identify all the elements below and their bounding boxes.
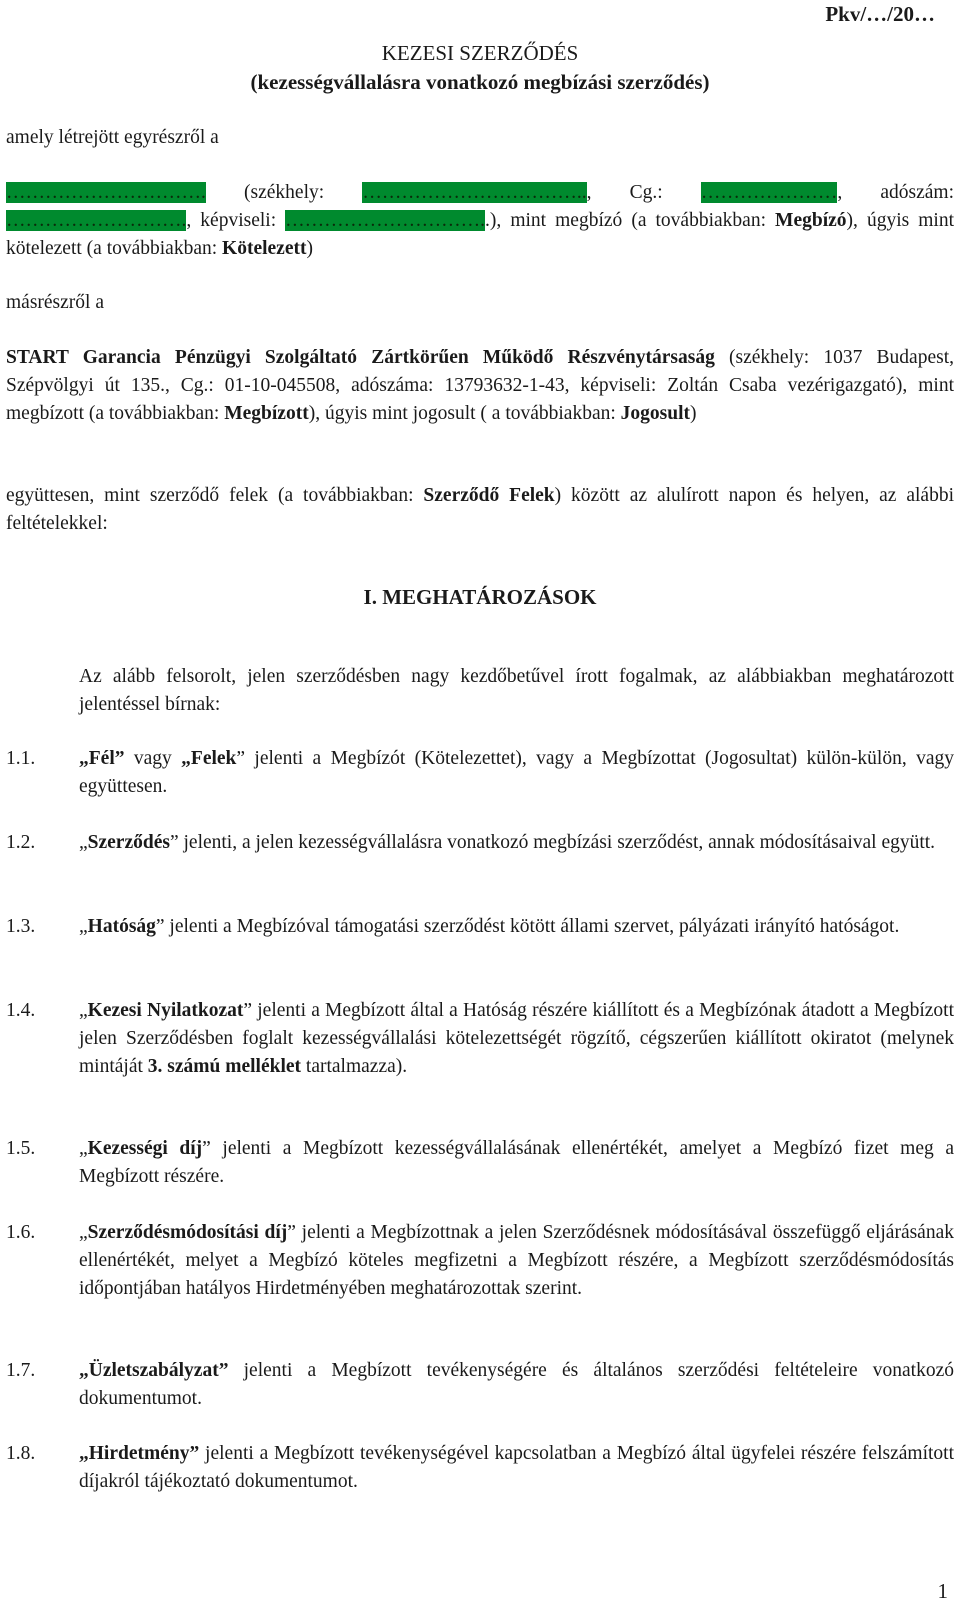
definition-item	[6, 1135, 954, 1191]
definition-term: Szerződésmódosítási díj	[87, 1222, 288, 1243]
definition-number: 1.8.	[6, 1443, 36, 1464]
blank-seat-field[interactable]: ……………………………..	[362, 182, 587, 203]
definition-text	[79, 745, 954, 801]
definition-text	[79, 1357, 954, 1413]
definition-meaning: ” jelenti a Megbízott kezességvállalásának ellenértékét, amelyet a Megbízó fizet meg a Megbízott részére.	[79, 1138, 955, 1187]
definition-text	[79, 829, 954, 857]
blank-rep-field[interactable]: ………………………….	[285, 210, 486, 231]
together-text: együttesen, mint szerződő felek (a továbbiakban:	[6, 485, 424, 506]
quote-mark: „	[79, 1138, 88, 1159]
role-megbizott: Megbízott	[224, 403, 309, 424]
definition-term: „Felek	[181, 748, 237, 769]
definition-meaning: ” jelenti a Megbízottnak a jelen Szerződésnek módosításával összefüggő eljárásának ellenértékét, melyet a Megbízó köteles megfizetni a Megbízott részére, a Megbízott szerződésmódosítás időpontjában hatályos Hirdetményében meghatározottak szerint.	[79, 1222, 954, 1299]
definition-meaning: ” jelenti a Megbízóval támogatási szerződést kötött állami szervet, pályázati irányító hatóságot.	[155, 916, 900, 937]
definition-term: „Üzletszabályzat”	[79, 1360, 229, 1381]
definition-number: 1.4.	[6, 1000, 36, 1021]
blank-taxno-field[interactable]: ……………………….	[6, 210, 187, 231]
definition-meaning: ” jelenti, a jelen kezességvállalásra vonatkozó megbízási szerződést, annak módosításaival együtt.	[169, 832, 936, 853]
document-subtitle: (kezességvállalásra vonatkozó megbízási szerződés)	[250, 70, 710, 94]
quote-mark: „	[79, 1000, 88, 1021]
parties-intro: amely létrejött egyrészről a	[6, 127, 219, 148]
seat-label: (székhely:	[205, 182, 363, 203]
definition-text	[79, 997, 954, 1081]
definition-number: 1.2.	[6, 832, 36, 853]
agent-text: )	[690, 403, 697, 424]
definition-number: 1.1.	[6, 748, 36, 769]
role-szerzodo-felek: Szerződő Felek	[423, 485, 555, 506]
quote-mark: „	[79, 1222, 88, 1243]
definition-text	[79, 1135, 954, 1191]
definition-item	[6, 1219, 954, 1303]
section-heading: I. MEGHATÁROZÁSOK	[363, 585, 597, 609]
principal-paragraph	[6, 179, 954, 263]
definition-item	[6, 829, 954, 857]
agent-paragraph	[6, 344, 954, 428]
definition-text	[79, 1440, 954, 1496]
document-title: KEZESI SZERZŐDÉS	[381, 41, 579, 65]
together-paragraph	[6, 482, 954, 538]
role-megbizo: Megbízó	[775, 210, 847, 231]
document-number: Pkv/…/20…	[825, 2, 935, 26]
agent-details: (székhely: 1037 Budapest, Szépvölgyi út 135., Cg.: 01-10-045508, adószáma: 13793632-1-43, képviseli: Zoltán Csaba vezérigazgató), mint megbízott (a továbbiakban:	[6, 347, 954, 424]
definition-item	[6, 997, 954, 1081]
definition-meaning: ” jelenti a Megbízott által a Hatóság részére kiállított és a Megbízónak átadott a Megbízott jelen Szerződésben foglalt kezességvállalási kötelezettségét rögzítő, cégszerűen kiállított okiratot (melynek mintáját	[79, 1000, 955, 1077]
agent-text: ), úgyis mint jogosult ( a továbbiakban:	[308, 403, 621, 424]
definition-item	[6, 913, 954, 941]
definition-term: Kezesi Nyilatkozat	[87, 1000, 244, 1021]
agent-company-name: START Garancia Pénzügyi Szolgáltató Zártkörűen Működő Részvénytársaság	[6, 347, 715, 368]
rep-label: , képviseli:	[186, 210, 286, 231]
together-text: ) között az alulírott napon és helyen, az alábbi feltételekkel:	[6, 485, 954, 534]
definition-term: Szerződés	[87, 832, 170, 853]
quote-mark: „	[79, 916, 88, 937]
definition-term: Kezességi díj	[87, 1138, 203, 1159]
definition-meaning: jelenti a Megbízott tevékenységére és általános szerződési feltételeire vonatkozó dokumentumot.	[79, 1360, 954, 1409]
principal-text: )	[306, 238, 313, 259]
definition-meaning: jelenti a Megbízott tevékenységével kapcsolatban a Megbízó által ügyfelei részére felszámított díjakról tájékoztató dokumentumot.	[79, 1443, 954, 1492]
taxno-label: , adószám:	[837, 182, 954, 203]
definition-text	[79, 1219, 954, 1303]
quote-mark: „	[79, 832, 88, 853]
page-number: 1	[937, 1579, 948, 1603]
role-kotelezett: Kötelezett	[222, 238, 307, 259]
principal-text: ), úgyis mint kötelezett (a továbbiakban:	[6, 210, 954, 259]
cg-label: , Cg.:	[586, 182, 701, 203]
definition-term: „Hirdetmény”	[79, 1443, 200, 1464]
definition-meaning: tartalmazza).	[301, 1056, 408, 1077]
definition-text	[79, 913, 954, 941]
definition-number: 1.6.	[6, 1222, 36, 1243]
definition-item	[6, 1440, 954, 1496]
other-side-label: másrészről a	[6, 292, 104, 313]
principal-text: .), mint megbízó (a továbbiakban:	[485, 210, 776, 231]
definition-meaning: ” jelenti a Megbízót (Kötelezettet), vagy a Megbízottat (Jogosultat) külön-külön, vagy együttesen.	[79, 748, 954, 797]
definition-term: Hatóság	[87, 916, 156, 937]
blank-cg-field[interactable]: …………………	[700, 182, 838, 203]
section-intro: Az alább felsorolt, jelen szerződésben nagy kezdőbetűvel írott fogalmak, az alábbiakban meghatározott jelentéssel bírnak:	[79, 666, 954, 715]
definition-number: 1.7.	[6, 1360, 36, 1381]
annex-reference: 3. számú melléklet	[147, 1056, 302, 1077]
definition-number: 1.5.	[6, 1138, 36, 1159]
definition-item	[6, 745, 954, 801]
blank-name-field[interactable]: ………………………….	[6, 182, 206, 203]
definition-number: 1.3.	[6, 916, 36, 937]
definition-term: „Fél”	[79, 748, 125, 769]
document-title-block	[0, 39, 960, 97]
definition-item	[6, 1357, 954, 1413]
role-jogosult: Jogosult	[620, 403, 691, 424]
definition-connector: vagy	[124, 748, 182, 769]
